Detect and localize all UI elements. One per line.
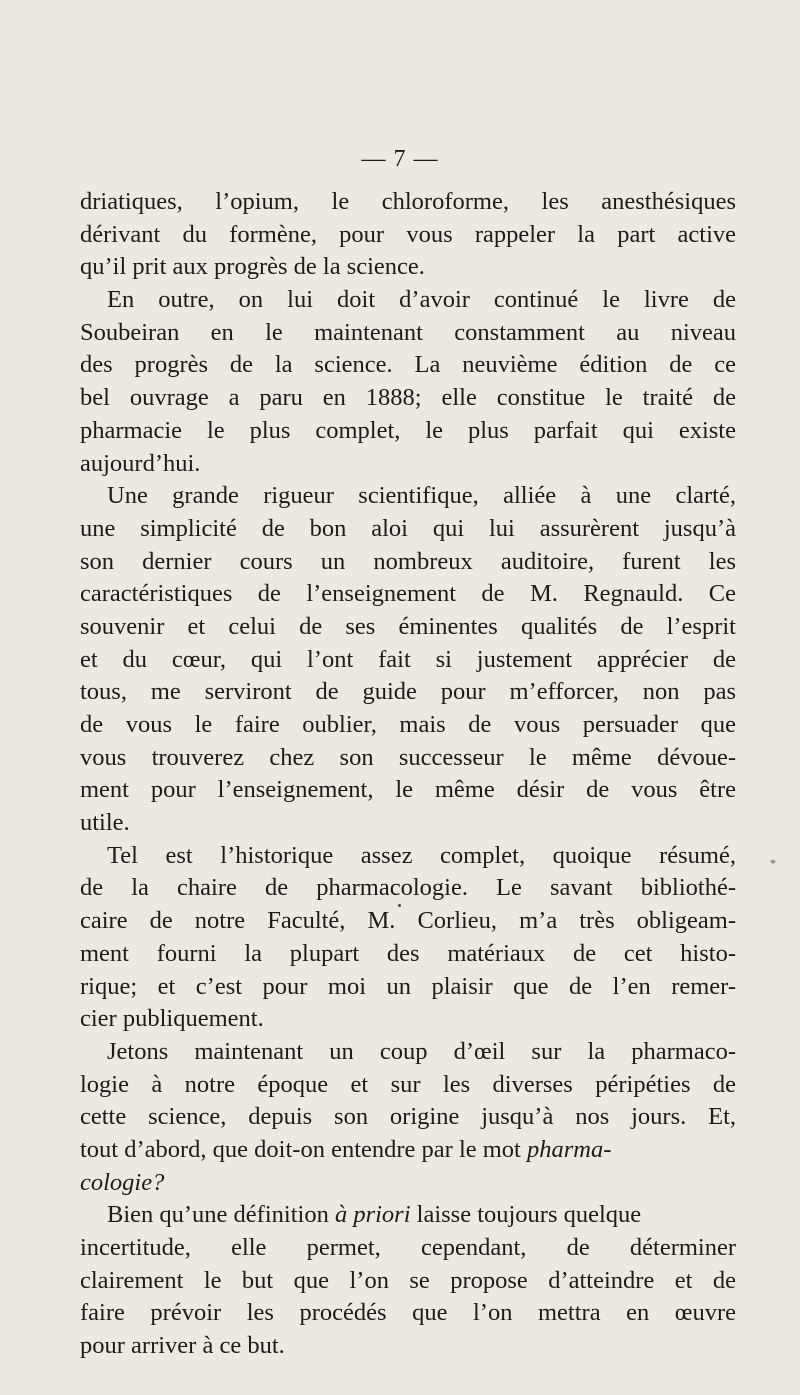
text-line: bel ouvrage a paru en 1888; elle constitue le traité de: [80, 384, 736, 412]
text-line: cier publiquement.: [80, 1005, 264, 1033]
paragraph-start: Une grande rigueur scientifique, alliée à une clarté,: [107, 482, 736, 510]
text-line: qu’il prit aux progrès de la science.: [80, 253, 425, 281]
text-line: Soubeiran en le maintenant constamment au niveau: [80, 318, 736, 346]
text-line: souvenir et celui de ses éminentes qualités de l’esprit: [80, 612, 736, 640]
stray-mark: *: [770, 856, 776, 870]
text-line: vous trouverez chez son successeur le même dévoue-: [80, 743, 736, 771]
text-line-roman: laisse toujours quelque: [416, 1201, 642, 1229]
paragraph-start: Tel est l’historique assez complet, quoique résumé,: [107, 841, 736, 869]
text-line: logie à notre époque et sur les diverses péripéties de: [80, 1070, 736, 1098]
text-line: pour arriver à ce but.: [80, 1332, 285, 1360]
text-line: de vous le faire oublier, mais de vous persuader que: [80, 711, 736, 738]
text-line: caractéristiques de l’enseignement de M. Regnauld. Ce: [80, 580, 736, 608]
text-line: caire de notre Faculté, M. Corlieu, m’a très obligeam-: [80, 907, 736, 935]
text-line: des progrès de la science. La neuvième édition de ce: [80, 351, 736, 379]
text-line: pharmacie le plus complet, le plus parfait qui existe: [80, 416, 736, 444]
paragraph-start: [80, 1199, 736, 1232]
body-text: [80, 186, 736, 1363]
text-line: incertitude, elle permet, cependant, de déterminer: [80, 1234, 736, 1261]
text-line: clairement le but que l’on se propose d’atteindre et de: [80, 1266, 736, 1294]
text-line: faire prévoir les procédés que l’on mettra en œuvre: [80, 1299, 736, 1327]
text-line: rique; et c’est pour moi un plaisir que de l’en remer-: [80, 972, 736, 1000]
text-line: utile.: [80, 809, 130, 837]
text-line: une simplicité de bon aloi qui lui assurèrent jusqu’à: [80, 514, 736, 542]
text-line: driatiques, l’opium, le chloroforme, les anesthésiques: [80, 188, 736, 215]
text-line: de la chaire de pharmacologie. Le savant bibliothé-: [80, 874, 736, 902]
paragraph-start: En outre, on lui doit d’avoir continué le livre de: [107, 286, 736, 314]
text-line: ment pour l’enseignement, le même désir de vous être: [80, 776, 736, 804]
paragraph-start: Jetons maintenant un coup d’œil sur la pharmaco-: [107, 1037, 736, 1065]
text-line: aujourd’hui.: [80, 449, 201, 477]
text-line-roman: tout d’abord, que doit-on entendre par le mot: [80, 1135, 521, 1163]
text-line: tous, me serviront de guide pour m’efforcer, non pas: [80, 678, 736, 706]
text-line: [80, 1167, 736, 1200]
text-line: ment fourni la plupart des matériaux de cet histo-: [80, 939, 736, 967]
page-number: — 7 —: [361, 146, 439, 172]
text-line-roman: Bien qu’une définition: [107, 1201, 329, 1229]
text-line: cette science, depuis son origine jusqu’à nos jours. Et,: [80, 1103, 736, 1131]
italic-word: cologie?: [80, 1168, 165, 1196]
text-line: dérivant du formène, pour vous rappeler la part active: [80, 220, 736, 248]
text-line: et du cœur, qui l’ont fait si justement apprécier de: [80, 645, 736, 673]
text-line: son dernier cours un nombreux auditoire, furent les: [80, 547, 736, 575]
italic-phrase: à priori: [334, 1201, 411, 1229]
text-line: [80, 1134, 736, 1167]
italic-word: pharma-: [527, 1135, 612, 1163]
